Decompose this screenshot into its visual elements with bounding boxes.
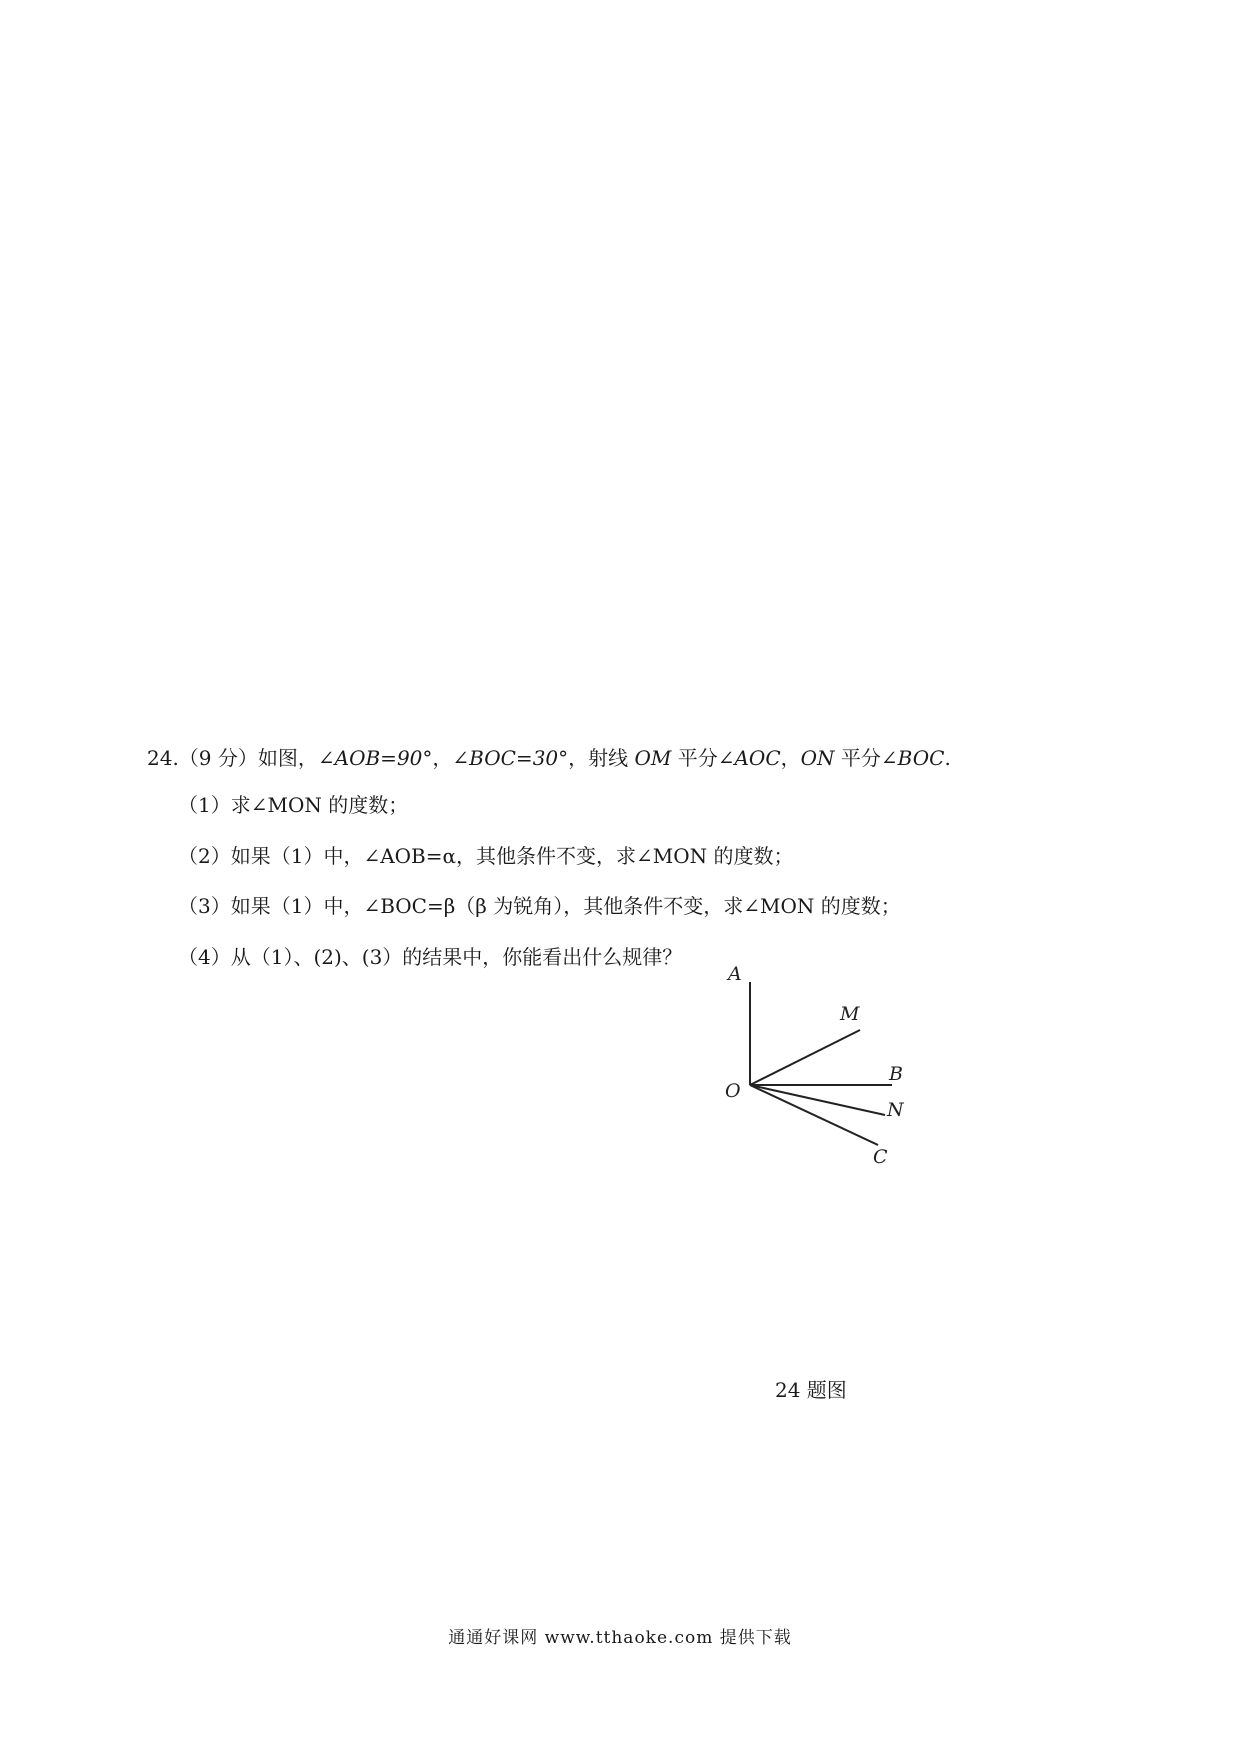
sub-question-4: （4）从（1）、(2)、(3）的结果中，你能看出什么规律？ (178, 945, 683, 969)
label-b: B (889, 1063, 903, 1085)
sub-question-3: （3）如果（1）中，∠BOC=β（β 为锐角），其他条件不变，求∠MON 的度数； (178, 894, 901, 918)
question-number: 24.（9 分） (147, 746, 258, 770)
label-n: N (887, 1099, 904, 1121)
sub-question-2: （2）如果（1）中，∠AOB=α，其他条件不变，求∠MON 的度数； (178, 844, 794, 868)
stem-text: 平分 (671, 746, 718, 770)
stem-text: 平分 (834, 746, 881, 770)
label-c: C (873, 1146, 888, 1168)
ray-oc (750, 1085, 878, 1145)
ray-om (750, 1030, 860, 1085)
stem-angle-boc-2: ∠BOC (880, 746, 945, 770)
label-o: O (725, 1080, 741, 1102)
stem-ray-on: ON (800, 746, 835, 770)
ray-on (750, 1085, 885, 1115)
stem-angle-aoc: ∠AOC (717, 746, 781, 770)
label-a: A (728, 963, 742, 985)
stem-ray-om: OM (634, 746, 672, 770)
angle-figure (720, 960, 920, 1170)
sub-question-1: （1）求∠MON 的度数； (178, 793, 409, 817)
question-24-stem (147, 744, 951, 772)
stem-text: 如图， (257, 746, 318, 770)
figure-caption: 24 题图 (775, 1378, 847, 1402)
angle-diagram (720, 960, 920, 1170)
stem-period: . (944, 746, 951, 770)
label-m: M (840, 1003, 860, 1025)
stem-angle-boc: ∠BOC=30° (452, 746, 569, 770)
stem-text: ， (780, 746, 801, 770)
stem-text: ， (432, 746, 453, 770)
footer-source: 通通好课网 www.tthaoke.com 提供下载 (448, 1628, 792, 1648)
stem-angle-aob: ∠AOB=90° (317, 746, 433, 770)
stem-text: ，射线 (568, 746, 635, 770)
